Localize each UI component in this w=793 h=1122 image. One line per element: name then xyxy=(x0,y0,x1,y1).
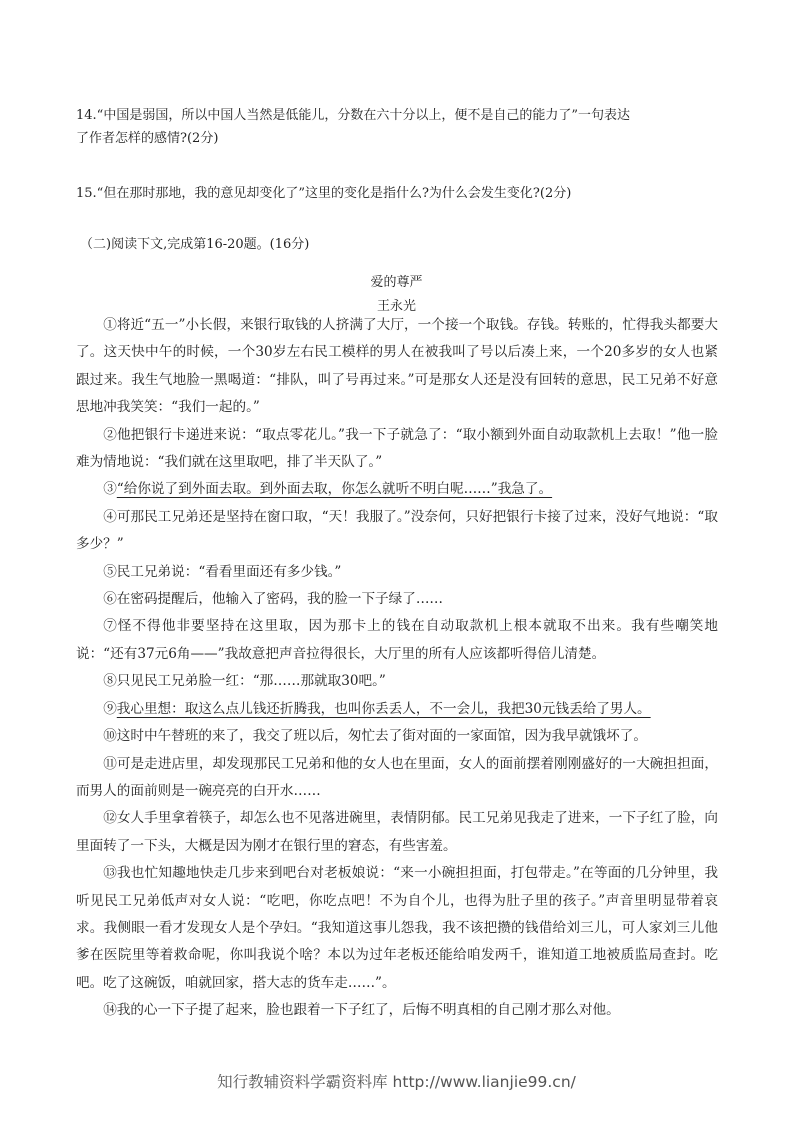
paragraph-8: ⑧只见民工兄弟脸一红：“那……那就取30吧。” xyxy=(103,673,386,690)
paragraph-9-number: ⑨ xyxy=(103,700,117,717)
paragraph-11: ⑪可是走进店里，却发现那民工兄弟和他的女人也在里面，女人的面前摆着刚刚盛好的一大碗担担面，而男人的面前则是一碗亮亮的白开水…… xyxy=(76,755,718,799)
section-heading: （二)阅读下文,完成第16-20题。(16分) xyxy=(80,237,310,252)
paragraph-13: ⑬我也忙知趣地快走几步来到吧台对老板娘说：“来一小碗担担面，打包带走。”在等面的几分钟里，我听见民工兄弟低声对女人说：“吃吧，你吃点吧！不为自个儿，也得为肚子里的孩子。”声音里明显带着哀求。我侧眼一看才发现女人是个孕妇。“我知道这事儿怨我，我不该把攒的钱借给刘三儿，可人家刘三儿他爹在医院里等着救命呢，你叫我说个啥？本以为过年老板还能给咱发两千，谁知道工地被质监局查封。吃吧。吃了这碗饭，咱就回家，搭大志的货车走……”。 xyxy=(76,865,718,991)
paragraph-10: ⑩这时中午替班的来了，我交了班以后，匆忙去了街对面的一家面馆，因为我早就饿坏了。 xyxy=(103,728,647,745)
article-author: 王永光 xyxy=(376,299,416,314)
paragraph-7: ⑦怪不得他非要坚持在这里取，因为那卡上的钱在自动取款机上根本就取不出来。我有些嘲笑地说：“还有37元6角——”我故意把声音拉得很长，大厅里的所有人应该都听得倍儿清楚。 xyxy=(76,618,718,662)
paragraph-5: ⑤民工兄弟说：“看看里面还有多少钱。” xyxy=(103,563,342,580)
paragraph-9-underlined: 我心里想：取这么点儿钱还折腾我，也叫你丢丢人，不一会儿，我把30元钱丢给了男人。 xyxy=(116,700,651,717)
paragraph-2: ②他把银行卡递进来说：“取点零花儿。”我一下子就急了：“取小额到外面自动取款机上去取！”他一脸难为情地说：“我们就在这里取吧，排了半天队了。” xyxy=(76,426,718,471)
paragraph-3 xyxy=(76,476,718,503)
paragraph-3-number: ③ xyxy=(103,481,117,498)
paragraph-9 xyxy=(76,696,718,723)
footer-watermark: 知行教辅资料学霸资料库 http://www.lianjie99.cn/ xyxy=(217,1073,576,1091)
paragraph-12: ⑫女人手里拿着筷子，却怎么也不见落进碗里，表情阴郁。民工兄弟见我走了进来，一下子红了脸，向里面转了一下头，大概是因为刚才在银行里的窘态，有些害羞。 xyxy=(76,810,718,854)
question-14-line-1: 14.“中国是弱国，所以中国人当然是低能儿，分数在六十分以上，便不是自己的能力了”一句表达 xyxy=(76,108,630,123)
paragraph-6: ⑥在密码提醒后，他输入了密码，我的脸一下子绿了…… xyxy=(103,591,444,608)
paragraph-4: ④可那民工兄弟还是坚持在窗口取，“天！我服了。”没奈何，只好把银行卡接了过来，没好气地说：“取多少？” xyxy=(76,508,718,553)
paragraph-14: ⑭我的心一下子提了起来，脸也跟着一下子红了，后悔不明真相的自己刚才那么对他。 xyxy=(103,1002,620,1019)
paragraph-3-underlined: “给你说了到外面去取。到外面去取，你怎么就听不明白呢……”我急了。 xyxy=(116,481,553,498)
article-title: 爱的尊严 xyxy=(370,275,423,290)
question-14-line-2: 了作者怎样的感情?(2分) xyxy=(76,131,219,146)
article-body xyxy=(76,312,718,1025)
question-14 xyxy=(76,104,716,150)
question-15: 15.“但在那时那地，我的意见却变化了”这里的变化是指什么?为什么会发生变化?(2分) xyxy=(76,186,572,201)
paragraph-1: ①将近“五一”小长假，来银行取钱的人挤满了大厅，一个接一个取钱。存钱。转账的，忙得我头都要大了。这天快中午的时候，一个30岁左右民工模样的男人在被我叫了号以后凑上来，一个20多岁的女人也紧跟过来。我生气地脸一黑喝道：“排队，叫了号再过来。”可是那女人还是没有回转的意思，民工兄弟不好意思地冲我笑笑：“我们一起的。” xyxy=(76,317,718,416)
